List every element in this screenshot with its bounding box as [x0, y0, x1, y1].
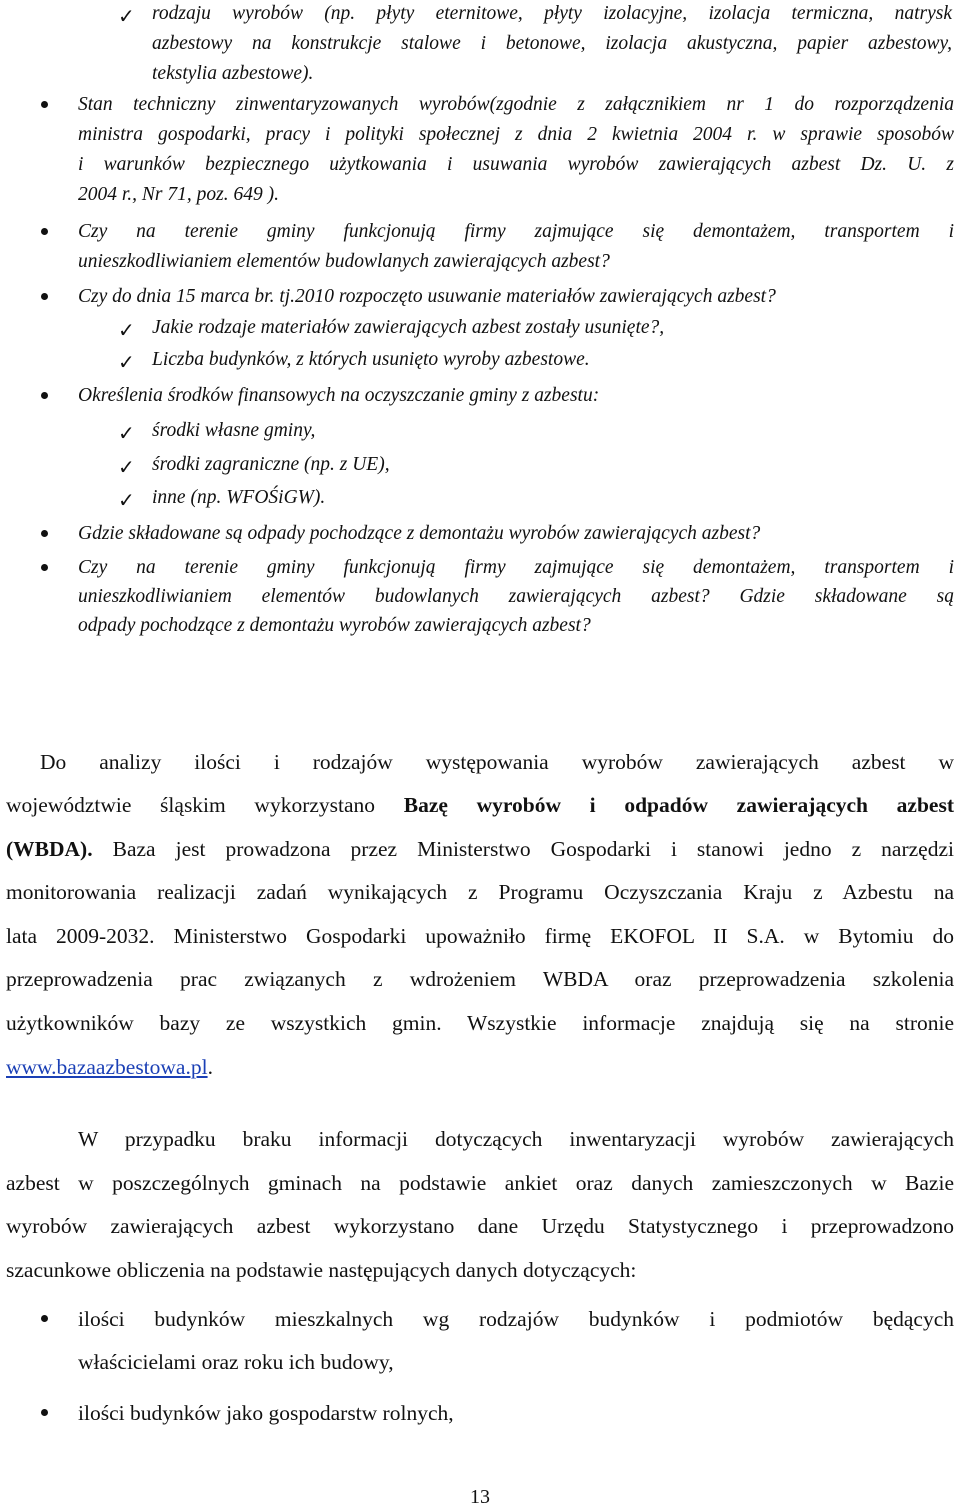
checkmark-icon: ✓ [118, 318, 135, 342]
paragraph-line [6, 834, 954, 864]
bullet-icon [41, 293, 48, 300]
paragraph-line: Do analizy ilości i rodzajów występowania wyrobów zawierających azbest w [40, 750, 954, 774]
list-item-line: Stan techniczny zinwentaryzowanych wyrobów(zgodnie z załącznikiem nr 1 do rozporządzenia [78, 94, 954, 115]
bullet-icon [41, 1315, 48, 1322]
list-item-line: 2004 r., Nr 71, poz. 649 ). [78, 184, 279, 205]
checkmark-icon: ✓ [118, 455, 135, 479]
list-item-line: unieszkodliwianiem elementów budowlanych zawierających azbest? Gdzie składowane są [78, 586, 954, 607]
list-item-line: Liczba budynków, z których usunięto wyroby azbestowe. [152, 349, 590, 370]
bullet-icon [41, 392, 48, 399]
paragraph-line: szacunkowe obliczenia na podstawie następujących danych dotyczących: [6, 1258, 637, 1282]
checkmark-icon: ✓ [118, 488, 135, 512]
checkmark-icon: ✓ [118, 4, 135, 28]
paragraph-line: wyrobów zawierających azbest wykorzystano dane Urzędu Statystycznego i przeprowadzono [6, 1214, 954, 1238]
list-item-line: środki własne gminy, [152, 420, 316, 441]
paragraph-line [6, 790, 954, 820]
database-name: Bazę wyrobów i odpadów zawierających azbest [403, 793, 954, 817]
paragraph-text: Baza jest prowadzona przez Ministerstwo Gospodarki i stanowi jedno z narzędzi [92, 837, 954, 861]
list-item-line: Jakie rodzaje materiałów zawierających azbest zostały usunięte?, [152, 317, 665, 338]
bullet-icon [41, 530, 48, 537]
bullet-icon [41, 564, 48, 571]
paragraph-line: W przypadku braku informacji dotyczących inwentaryzacji wyrobów zawierających [78, 1127, 954, 1151]
paragraph-line: monitorowania realizacji zadań wynikających z Programu Oczyszczania Kraju z Azbestu na [6, 880, 954, 904]
bullet-icon [41, 228, 48, 235]
list-item-line: Czy na terenie gminy funkcjonują firmy zajmujące się demontażem, transportem i [78, 557, 954, 578]
checkmark-icon: ✓ [118, 350, 135, 374]
list-item-line: tekstylia azbestowe). [152, 63, 314, 84]
list-item-line: ministra gospodarki, pracy i polityki społecznej z dnia 2 kwietnia 2004 r. w sprawie sposobów [78, 124, 954, 145]
paragraph-line: azbest w poszczególnych gminach na podstawie ankiet oraz danych zamieszczonych w Bazie [6, 1171, 954, 1195]
bullet-icon [41, 1409, 48, 1416]
bullet-icon [41, 101, 48, 108]
list-item-line: Określenia środków finansowych na oczyszczanie gminy z azbestu: [78, 385, 600, 406]
paragraph-line: przeprowadzenia prac związanych z wdrożeniem WBDA oraz przeprowadzenia szkolenia [6, 967, 954, 991]
list-item-line: azbestowy na konstrukcje stalowe i betonowe, izolacja akustyczna, papier azbestowy, [152, 33, 952, 54]
list-item-line: środki zagraniczne (np. z UE), [152, 454, 390, 475]
list-item-line: rodzaju wyrobów (np. płyty eternitowe, płyty izolacyjne, izolacja termiczna, natrysk [152, 3, 952, 24]
list-item-line: odpady pochodzące z demontażu wyrobów zawierających azbest? [78, 615, 591, 636]
checkmark-icon: ✓ [118, 421, 135, 445]
paragraph-line: użytkowników bazy ze wszystkich gmin. Wszystkie informacje znajdują się na stronie [6, 1011, 954, 1035]
list-item-line: ilości budynków jako gospodarstw rolnych, [78, 1401, 454, 1425]
list-item-line: właścicielami oraz roku ich budowy, [78, 1350, 394, 1374]
database-abbreviation: (WBDA). [6, 837, 93, 861]
paragraph-line [6, 1052, 213, 1082]
page-number: 13 [470, 1486, 490, 1508]
list-item-line: ilości budynków mieszkalnych wg rodzajów budynków i podmiotów będących [78, 1307, 954, 1331]
list-item-line: Gdzie składowane są odpady pochodzące z demontażu wyrobów zawierających azbest? [78, 523, 761, 544]
paragraph-line: lata 2009-2032. Ministerstwo Gospodarki upoważniło firmę EKOFOL II S.A. w Bytomiu do [6, 924, 954, 948]
paragraph-text: województwie śląskim wykorzystano [6, 793, 376, 817]
list-item-line: inne (np. WFOŚiGW). [152, 487, 326, 508]
website-link[interactable]: www.bazaazbestowa.pl [6, 1055, 208, 1079]
list-item-line: Czy na terenie gminy funkcjonują firmy zajmujące się demontażem, transportem i [78, 221, 954, 242]
list-item-line: Czy do dnia 15 marca br. tj.2010 rozpoczęto usuwanie materiałów zawierających azbest? [78, 286, 776, 307]
list-item-line: i warunków bezpiecznego użytkowania i usuwania wyrobów zawierających azbest Dz. U. z [78, 154, 954, 175]
paragraph-text: . [207, 1055, 213, 1079]
list-item-line: unieszkodliwianiem elementów budowlanych zawierających azbest? [78, 251, 610, 272]
